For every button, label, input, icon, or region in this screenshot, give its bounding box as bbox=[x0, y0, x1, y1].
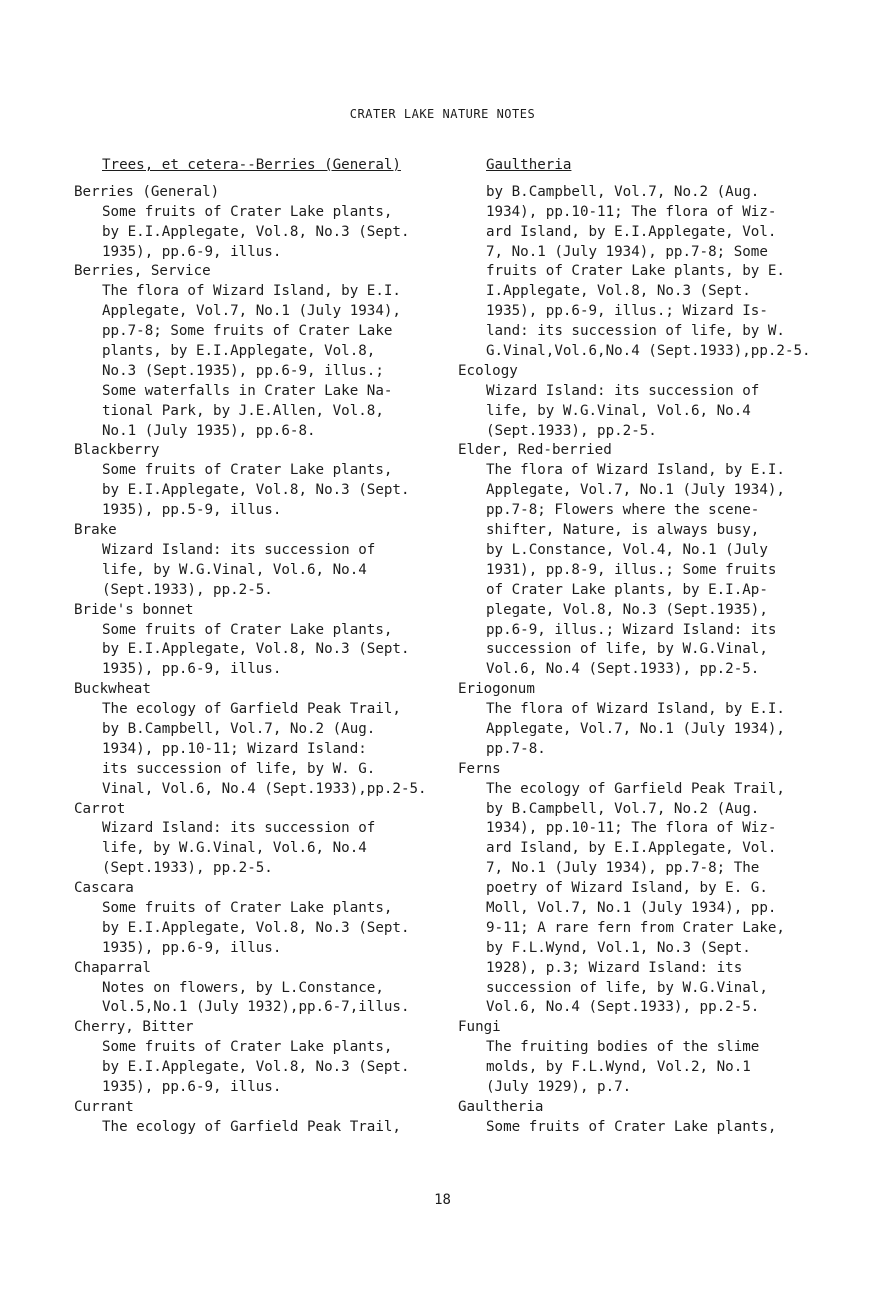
page-number: 18 bbox=[434, 1192, 451, 1208]
index-citation-line: The fruiting bodies of the slime bbox=[486, 1039, 760, 1056]
index-citation-line: by E.I.Applegate, Vol.8, No.3 (Sept. bbox=[102, 919, 410, 936]
index-citation-line: Vol.6, No.4 (Sept.1933), pp.2-5. bbox=[486, 661, 760, 678]
index-citation-line: (July 1929), p.7. bbox=[486, 1078, 632, 1095]
index-citation-line: life, by W.G.Vinal, Vol.6, No.4 bbox=[102, 561, 367, 578]
index-citation-line: 1935), pp.5-9, illus. bbox=[102, 502, 282, 519]
index-citation-line: Applegate, Vol.7, No.1 (July 1934), bbox=[486, 720, 785, 737]
index-term: Currant bbox=[74, 1098, 134, 1115]
index-citation-line: The flora of Wizard Island, by E.I. bbox=[486, 462, 785, 479]
index-citation-line: 1935), pp.6-9, illus. bbox=[102, 243, 282, 260]
index-citation-line: Wizard Island: its succession of bbox=[102, 820, 376, 837]
index-citation-line: The ecology of Garfield Peak Trail, bbox=[102, 1118, 401, 1135]
running-head: CRATER LAKE NATURE NOTES bbox=[349, 107, 536, 121]
index-citation-line: by B.Campbell, Vol.7, No.2 (Aug. bbox=[486, 183, 760, 200]
index-citation-line: Some fruits of Crater Lake plants, bbox=[102, 621, 393, 638]
index-citation-line: of Crater Lake plants, by E.I.Ap- bbox=[486, 581, 768, 598]
index-citation-line: by E.I.Applegate, Vol.8, No.3 (Sept. bbox=[102, 641, 410, 658]
index-term: Berries, Service bbox=[74, 263, 211, 280]
index-citation-line: G.Vinal,Vol.6,No.4 (Sept.1933),pp.2-5. bbox=[486, 343, 811, 360]
index-citation-line: I.Applegate, Vol.8, No.3 (Sept. bbox=[486, 283, 751, 300]
index-citation-line: succession of life, by W.G.Vinal, bbox=[486, 979, 768, 996]
index-citation-line: 7, No.1 (July 1934), pp.7-8; Some bbox=[486, 243, 768, 260]
index-citation-line: (Sept.1933), pp.2-5. bbox=[102, 581, 273, 598]
index-citation-line: Some fruits of Crater Lake plants, bbox=[102, 203, 393, 220]
index-term: Berries (General) bbox=[74, 183, 220, 200]
index-term: Cherry, Bitter bbox=[74, 1019, 194, 1036]
index-term: Elder, Red-berried bbox=[458, 442, 612, 459]
right-column-entries bbox=[458, 183, 848, 1138]
index-citation-line: Moll, Vol.7, No.1 (July 1934), pp. bbox=[486, 899, 777, 916]
index-term: Brake bbox=[74, 522, 117, 539]
index-citation-line: 1935), pp.6-9, illus. bbox=[102, 939, 282, 956]
index-citation-line: Some fruits of Crater Lake plants, bbox=[486, 1118, 777, 1135]
index-citation-line: 1935), pp.6-9, illus.; Wizard Is- bbox=[486, 303, 768, 320]
index-citation-line: No.3 (Sept.1935), pp.6-9, illus.; bbox=[102, 362, 384, 379]
index-citation-line: by E.I.Applegate, Vol.8, No.3 (Sept. bbox=[102, 223, 410, 240]
index-term: Buckwheat bbox=[74, 681, 151, 698]
index-citation-line: fruits of Crater Lake plants, by E. bbox=[486, 263, 785, 280]
index-citation-line: Some fruits of Crater Lake plants, bbox=[102, 899, 393, 916]
index-citation-line: 1928), p.3; Wizard Island: its bbox=[486, 959, 743, 976]
index-citation-line: 1934), pp.10-11; The flora of Wiz- bbox=[486, 203, 777, 220]
index-citation-line: The ecology of Garfield Peak Trail, bbox=[486, 780, 785, 797]
index-citation-line: succession of life, by W.G.Vinal, bbox=[486, 641, 768, 658]
index-term: Ecology bbox=[458, 362, 518, 379]
index-citation-line: life, by W.G.Vinal, Vol.6, No.4 bbox=[102, 840, 367, 857]
index-citation-line: Some fruits of Crater Lake plants, bbox=[102, 462, 393, 479]
index-citation-line: Some waterfalls in Crater Lake Na- bbox=[102, 382, 393, 399]
index-citation-line: Vol.5,No.1 (July 1932),pp.6-7,illus. bbox=[102, 999, 410, 1016]
index-citation-line: 1934), pp.10-11; The flora of Wiz- bbox=[486, 820, 777, 837]
index-term: Carrot bbox=[74, 800, 126, 817]
index-citation-line: 1935), pp.6-9, illus. bbox=[102, 661, 282, 678]
index-citation-line: plegate, Vol.8, No.3 (Sept.1935), bbox=[486, 601, 768, 618]
index-citation-line: 1931), pp.8-9, illus.; Some fruits bbox=[486, 561, 777, 578]
index-citation-line: by F.L.Wynd, Vol.1, No.3 (Sept. bbox=[486, 939, 751, 956]
index-term: Blackberry bbox=[74, 442, 160, 459]
index-citation-line: shifter, Nature, is always busy, bbox=[486, 522, 760, 539]
right-column-heading: Gaultheria bbox=[486, 157, 572, 173]
index-citation-line: by E.I.Applegate, Vol.8, No.3 (Sept. bbox=[102, 1059, 410, 1076]
index-citation-line: molds, by F.L.Wynd, Vol.2, No.1 bbox=[486, 1059, 751, 1076]
index-citation-line: land: its succession of life, by W. bbox=[486, 323, 785, 340]
index-citation-line: Wizard Island: its succession of bbox=[102, 541, 376, 558]
index-citation-line: ard Island, by E.I.Applegate, Vol. bbox=[486, 223, 777, 240]
index-citation-line: 7, No.1 (July 1934), pp.7-8; The bbox=[486, 860, 760, 877]
index-citation-line: 9-11; A rare fern from Crater Lake, bbox=[486, 919, 785, 936]
index-citation-line: life, by W.G.Vinal, Vol.6, No.4 bbox=[486, 402, 751, 419]
index-citation-line: The ecology of Garfield Peak Trail, bbox=[102, 701, 401, 718]
index-citation-line: Applegate, Vol.7, No.1 (July 1934), bbox=[486, 482, 785, 499]
index-citation-line: Some fruits of Crater Lake plants, bbox=[102, 1039, 393, 1056]
index-citation-line: Wizard Island: its succession of bbox=[486, 382, 760, 399]
index-citation-line: pp.6-9, illus.; Wizard Island: its bbox=[486, 621, 777, 638]
index-citation-line: plants, by E.I.Applegate, Vol.8, bbox=[102, 343, 376, 360]
right-column bbox=[458, 156, 848, 1138]
index-term: Bride's bonnet bbox=[74, 601, 194, 618]
index-term: Fungi bbox=[458, 1019, 501, 1036]
index-citation-line: The flora of Wizard Island, by E.I. bbox=[102, 283, 401, 300]
index-citation-line: pp.7-8; Flowers where the scene- bbox=[486, 502, 760, 519]
index-citation-line: by B.Campbell, Vol.7, No.2 (Aug. bbox=[102, 720, 376, 737]
index-citation-line: its succession of life, by W. G. bbox=[102, 760, 376, 777]
index-citation-line: Applegate, Vol.7, No.1 (July 1934), bbox=[102, 303, 401, 320]
index-citation-line: by B.Campbell, Vol.7, No.2 (Aug. bbox=[486, 800, 760, 817]
index-citation-line: Vol.6, No.4 (Sept.1933), pp.2-5. bbox=[486, 999, 760, 1016]
index-citation-line: pp.7-8; Some fruits of Crater Lake bbox=[102, 323, 393, 340]
index-term: Cascara bbox=[74, 880, 134, 897]
index-citation-line: by L.Constance, Vol.4, No.1 (July bbox=[486, 541, 768, 558]
index-citation-line: (Sept.1933), pp.2-5. bbox=[102, 860, 273, 877]
index-citation-line: The flora of Wizard Island, by E.I. bbox=[486, 701, 785, 718]
index-citation-line: 1934), pp.10-11; Wizard Island: bbox=[102, 740, 367, 757]
index-citation-line: No.1 (July 1935), pp.6-8. bbox=[102, 422, 316, 439]
index-citation-line: poetry of Wizard Island, by E. G. bbox=[486, 880, 768, 897]
index-citation-line: Vinal, Vol.6, No.4 (Sept.1933),pp.2-5. bbox=[102, 780, 427, 797]
left-column bbox=[74, 156, 444, 1138]
index-term: Gaultheria bbox=[458, 1098, 544, 1115]
index-term: Chaparral bbox=[74, 959, 151, 976]
index-term: Eriogonum bbox=[458, 681, 535, 698]
index-term: Ferns bbox=[458, 760, 501, 777]
index-citation-line: ard Island, by E.I.Applegate, Vol. bbox=[486, 840, 777, 857]
index-citation-line: pp.7-8. bbox=[486, 740, 546, 757]
index-citation-line: Notes on flowers, by L.Constance, bbox=[102, 979, 384, 996]
index-citation-line: by E.I.Applegate, Vol.8, No.3 (Sept. bbox=[102, 482, 410, 499]
index-citation-line: (Sept.1933), pp.2-5. bbox=[486, 422, 657, 439]
index-citation-line: 1935), pp.6-9, illus. bbox=[102, 1078, 282, 1095]
index-citation-line: tional Park, by J.E.Allen, Vol.8, bbox=[102, 402, 384, 419]
left-column-entries bbox=[74, 183, 444, 1138]
left-column-heading: Trees, et cetera--Berries (General) bbox=[102, 157, 401, 173]
